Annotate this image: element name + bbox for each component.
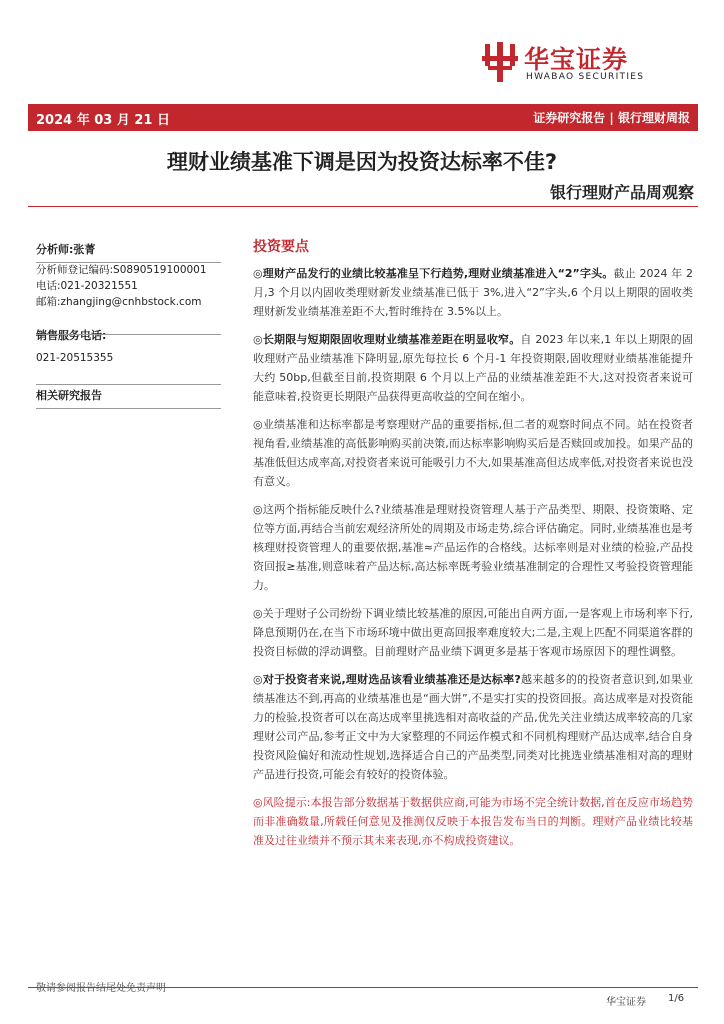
sidebar-divider: [36, 334, 221, 335]
sidebar-divider: [36, 262, 221, 263]
risk-text: 风险提示:本报告部分数据基于数据供应商,可能为市场不完全统计数据,首在反应市场趋势而非准确数量,所载任何意见及推测仅反映于本报告发布当日的判断。理财产品业绩比较基准及过往业绩并不预示其未来表现,亦不构成投资建议。: [253, 796, 693, 847]
key-point-paragraph: [253, 264, 693, 321]
bullet-icon: ◎: [253, 267, 263, 280]
report-date: 2024 年 03 月 21 日: [36, 113, 170, 128]
bullet-icon: ◎: [253, 607, 263, 620]
key-point-text: 业绩基准和达标率都是考察理财产品的重要指标,但二者的观察时间点不同。站在投资者视角看,业绩基准的高低影响购买前决策,而达标率影响购买后是否赎回或加投。如果产品的基准低但达成率高,对投资者来说可能吸引力不大,如果基准高但达成率低,对投资者来说也没有意义。: [253, 418, 693, 488]
key-point-paragraph: [253, 415, 693, 491]
brand-name-en: HWABAO SECURITIES: [526, 72, 645, 82]
brand-name-cn: 华宝证券: [524, 45, 629, 74]
footer-disclaimer[interactable]: 敬请参阅报告结尾处免责声明: [36, 983, 166, 994]
key-point-text: 截止 2024 年 2 月,3 个月以内固收类理财新发业绩基准已低于 3%,进入“2”字头,6 个月以上期限的固收类理财新发业绩基准差距不大,暂时维持在 3.5%以上。: [253, 267, 693, 318]
hwabao-logo-icon: [482, 42, 518, 82]
analyst-email[interactable]: 邮箱:zhangjing@cnhbstock.com: [36, 296, 202, 308]
key-point-lead: 理财产品发行的业绩比较基准呈下行趋势,理财业绩基准进入“2”字头。: [262, 267, 614, 280]
key-point-paragraph: [253, 604, 693, 661]
brand-logo: [482, 40, 692, 86]
key-point-paragraph: [253, 330, 693, 406]
page-number: 1/6: [668, 993, 685, 1004]
sidebar: [36, 242, 221, 404]
related-reports-heading: 相关研究报告: [36, 389, 102, 402]
analyst-phone: 电话:021-20321551: [36, 280, 138, 292]
page-title: 理财业绩基准下调是因为投资达标率不佳?: [166, 150, 558, 174]
bullet-icon: ◎: [253, 503, 263, 516]
analyst-name: 分析师:张菁: [36, 243, 96, 256]
footer-divider: [28, 987, 698, 988]
report-category: 证券研究报告 | 银行理财周报: [533, 111, 690, 125]
key-point-text: 自 2023 年以来,1 年以上期限的固收理财产品业绩基准下降明显,原先每拉长 6 个月-1 年投资期限,固收理财业绩基准能提升大约 50bp,但截至目前,投资期限 6 个月以上产品的业绩基准差距不大,这对投资者来说可能意味着,投资更长期限产品获得更高收益的空间在缩小。: [253, 333, 694, 403]
title-divider: [28, 206, 698, 207]
key-point-paragraph: [253, 500, 693, 595]
risk-warning: [253, 793, 693, 850]
page-subtitle: 银行理财产品周观察: [549, 183, 694, 202]
bullet-icon: ◎: [253, 673, 263, 686]
analyst-cert: 分析师登记编码:S0890519100001: [36, 264, 207, 276]
footer-company: 华宝证券: [606, 997, 646, 1008]
section-title: 投资要点: [253, 239, 309, 255]
sales-phone: 021-20515355: [36, 352, 114, 364]
key-point-paragraph: [253, 670, 693, 784]
sidebar-divider: [36, 408, 221, 409]
header-bar: [28, 104, 698, 131]
key-point-text: 越来越多的的投资者意识到,如果业绩基准达不到,再高的业绩基准也是“画大饼”,不是实打实的投资回报。高达成率是对投资能力的检验,投资者可以在高达成率里挑选相对高收益的产品,优先关注业绩达成率较高的几家理财公司产品,参考正文中为大家整理的不同运作模式和不同机构理财产品达成率,结合自身投资风险偏好和流动性规划,选择适合自己的产品类型,同类对比挑选业绩基准相对高的理财产品进行投资,可能会有较好的投资体验。: [253, 673, 693, 781]
main-content: [253, 236, 693, 859]
sidebar-divider: [36, 384, 221, 385]
key-point-lead: 对于投资者来说,理财选品该看业绩基准还是达标率?: [262, 673, 521, 686]
bullet-icon: ◎: [253, 418, 263, 431]
sales-heading: 销售服务电话:: [36, 329, 107, 342]
bullet-icon: ◎: [253, 796, 263, 809]
bullet-icon: ◎: [253, 333, 263, 346]
key-point-lead: 长期限与短期限固收理财业绩基准差距在明显收窄。: [262, 333, 521, 346]
key-point-text: 关于理财子公司纷纷下调业绩比较基准的原因,可能出自两方面,一是客观上市场利率下行,降息预期仍在,在当下市场环境中做出更高回报率难度较大;二是,主观上匹配不同渠道客群的投资目标做的浮动调整。目前理财产品业绩下调更多是基于客观市场原因下的理性调整。: [253, 607, 693, 658]
key-point-text: 这两个指标能反映什么?业绩基准是理财投资管理人基于产品类型、期限、投资策略、定位等方面,再结合当前宏观经济所处的周期及市场走势,综合评估确定。同时,业绩基准也是考核理财投资管理人的重要依据,基准≈产品运作的合格线。达标率则是对业绩的检验,产品投资回报≥基准,则意味着产品达标,高达标率既考验业绩基准制定的合理性又考验投资管理能力。: [253, 503, 693, 592]
